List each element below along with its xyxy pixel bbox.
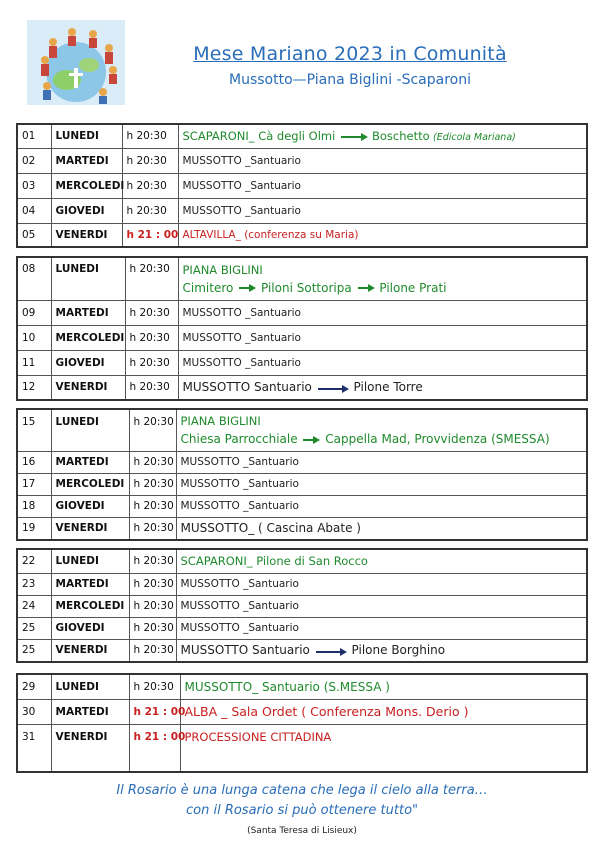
quote-line-1: Il Rosario è una lunga catena che lega il cielo alla terra… [116,783,488,798]
location: PROCESSIONE CITTADINA [180,724,587,772]
location: MUSSOTTO _Santuario [178,173,587,198]
time: h 20:30 [129,549,176,573]
week-table [16,256,588,401]
time: h 20:30 [125,325,178,350]
location: MUSSOTTO _Santuario [178,198,587,223]
week-table [16,548,588,663]
route-middle: Piloni Sottoripa [261,280,352,295]
table-row [17,724,587,772]
route-start: Cimitero [182,280,234,295]
arrow-right-icon [356,283,376,293]
time: h 20:30 [129,617,176,639]
time: h 20:30 [125,350,178,375]
weekday: LUNEDI [51,124,122,148]
destination: Pilone Torre [353,380,423,395]
location [178,124,587,148]
time: h 20:30 [129,573,176,595]
day-number: 22 [17,549,51,573]
table-row [17,198,587,223]
location: MUSSOTTO _Santuario [178,300,587,325]
table-row [17,573,587,595]
table-row [17,409,587,451]
day-number: 08 [17,257,51,300]
day-number: 03 [17,173,51,198]
table-row [17,517,587,540]
day-number: 25 [17,639,51,662]
day-number: 24 [17,595,51,617]
location [178,375,587,400]
time: h 20:30 [125,257,178,300]
table-row [17,595,587,617]
table-row [17,639,587,662]
location: MUSSOTTO _Santuario [176,573,587,595]
location: ALTAVILLA_ (conferenza su Maria) [178,223,587,247]
time: h 21 : 00 [129,699,180,724]
weekday: VENERDI [51,223,122,247]
weekday: VENERDI [51,517,129,540]
location-name: SCAPARONI_ Cà degli Olmi [182,129,336,144]
location: MUSSOTTO _Santuario [176,473,587,495]
day-number: 29 [17,674,51,699]
location: MUSSOTTO _Santuario [176,451,587,473]
weekday: VENERDI [51,724,129,772]
weekday: LUNEDI [51,409,129,451]
location-name: MUSSOTTO Santuario [180,643,310,658]
location-name: MUSSOTTO Santuario [182,380,312,395]
location [176,639,587,662]
time: h 20:30 [129,451,176,473]
table-row [17,549,587,573]
time: h 20:30 [129,674,180,699]
weekday: MERCOLEDI [51,325,125,350]
weekday: MERCOLEDI [51,473,129,495]
table-row [17,350,587,375]
location: ALBA _ Sala Ordet ( Conferenza Mons. Derio ) [180,699,587,724]
arrow-right-icon [301,435,321,445]
weekday: VENERDI [51,375,125,400]
day-number: 11 [17,350,51,375]
page-title: Mese Mariano 2023 in Comunità [193,43,507,65]
table-row [17,674,587,699]
day-number: 05 [17,223,51,247]
location: MUSSOTTO _Santuario [178,350,587,375]
time: h 21 : 00 [122,223,178,247]
time: h 20:30 [122,148,178,173]
weekday: MARTEDI [51,300,125,325]
location: MUSSOTTO _Santuario [176,595,587,617]
table-row [17,451,587,473]
week-table [16,408,588,541]
page-subtitle: Mussotto—Piana Biglini -Scaparoni [229,72,471,88]
day-number: 17 [17,473,51,495]
week-table [16,673,588,773]
table-row [17,257,587,300]
day-number: 12 [17,375,51,400]
table-row [17,473,587,495]
arrow-right-icon [237,283,257,293]
location: MUSSOTTO _Santuario [176,495,587,517]
table-row [17,495,587,517]
weekday: GIOVEDI [51,350,125,375]
time: h 20:30 [122,124,178,148]
time: h 20:30 [129,595,176,617]
route-start: Chiesa Parrocchiale [180,432,298,447]
day-number: 30 [17,699,51,724]
time: h 20:30 [129,517,176,540]
quote-line-2: con il Rosario si può ottenere tutto" [185,803,418,818]
arrow-right-icon [316,383,350,393]
weekday: MARTEDI [51,699,129,724]
weekday: LUNEDI [51,674,129,699]
weekday: MERCOLEDI [51,595,129,617]
table-row [17,325,587,350]
day-number: 19 [17,517,51,540]
week-table [16,123,588,248]
table-row [17,699,587,724]
time: h 20:30 [129,639,176,662]
weekday: MARTEDI [51,148,122,173]
note: (Edicola Mariana) [433,132,516,144]
location: MUSSOTTO _Santuario [178,148,587,173]
time: h 20:30 [122,198,178,223]
weekday: MERCOLEDI [51,173,122,198]
arrow-right-icon [314,646,348,656]
weekday: GIOVEDI [51,198,122,223]
location [178,257,587,300]
day-number: 16 [17,451,51,473]
time: h 20:30 [125,300,178,325]
time: h 20:30 [129,409,176,451]
location-name: PIANA BIGLINI [180,414,261,429]
location-name: PIANA BIGLINI [182,262,263,277]
location: MUSSOTTO_ ( Cascina Abate ) [176,517,587,540]
table-row [17,173,587,198]
route-end: Pilone Prati [379,280,447,295]
day-number: 15 [17,409,51,451]
destination: Pilone Borghino [351,643,446,658]
location: SCAPARONI_ Pilone di San Rocco [176,549,587,573]
weekday: MARTEDI [51,573,129,595]
route-end: Cappella Mad, Provvidenza (SMESSA) [325,432,550,447]
day-number: 10 [17,325,51,350]
day-number: 01 [17,124,51,148]
table-row [17,148,587,173]
location: MUSSOTTO _Santuario [176,617,587,639]
route [183,281,583,295]
quote-citation: (Santa Teresa di Lisieux) [247,826,357,836]
time: h 20:30 [122,173,178,198]
route [181,432,583,446]
weekday: LUNEDI [51,549,129,573]
weekday: GIOVEDI [51,617,129,639]
destination: Boschetto [372,129,430,144]
table-row [17,124,587,148]
location: MUSSOTTO _Santuario [178,325,587,350]
arrow-right-icon [339,132,369,142]
day-number: 25 [17,617,51,639]
weekday: MARTEDI [51,451,129,473]
table-row [17,223,587,247]
weekday: GIOVEDI [51,495,129,517]
table-row [17,375,587,400]
time: h 20:30 [129,473,176,495]
logo-image [27,20,125,105]
table-row [17,300,587,325]
table-row [17,617,587,639]
day-number: 18 [17,495,51,517]
location [176,409,587,451]
time: h 21 : 00 [129,724,180,772]
day-number: 09 [17,300,51,325]
time: h 20:30 [125,375,178,400]
day-number: 31 [17,724,51,772]
day-number: 23 [17,573,51,595]
day-number: 04 [17,198,51,223]
weekday: VENERDI [51,639,129,662]
location: MUSSOTTO_ Santuario (S.MESSA ) [180,674,587,699]
time: h 20:30 [129,495,176,517]
weekday: LUNEDI [51,257,125,300]
day-number: 02 [17,148,51,173]
